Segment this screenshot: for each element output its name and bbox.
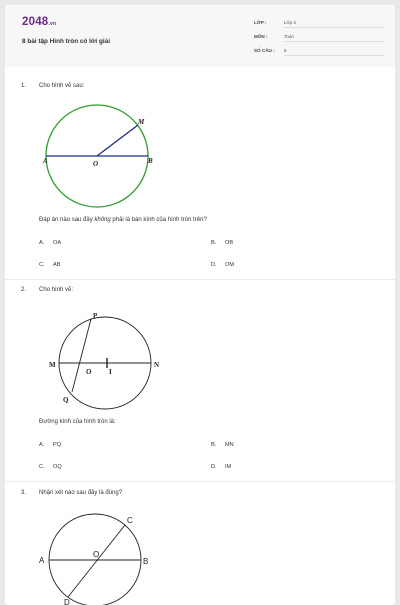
q2-label-n: N bbox=[154, 361, 160, 369]
question-divider bbox=[5, 481, 395, 482]
q1-label-b: B bbox=[148, 157, 153, 165]
option-text: IM bbox=[225, 464, 232, 470]
worksheet-title: 8 bài tập Hình tròn có lời giải bbox=[22, 38, 110, 45]
q2-label-o: O bbox=[86, 368, 92, 376]
option-text: AB bbox=[53, 262, 61, 268]
q3-label-o: O bbox=[93, 550, 100, 559]
q1-prompt-post: phải là bán kính của hình tròn trên? bbox=[110, 217, 207, 223]
option-text: OM bbox=[225, 262, 235, 268]
q2-option-d[interactable] bbox=[211, 464, 231, 470]
option-letter: D. bbox=[211, 464, 217, 470]
option-letter: C. bbox=[39, 464, 45, 470]
q3-chord-cd bbox=[68, 525, 125, 597]
q1-prompt-em: không bbox=[94, 217, 111, 223]
option-letter: A. bbox=[39, 240, 45, 246]
q2-option-a[interactable] bbox=[39, 442, 61, 448]
q3-label-b: B bbox=[143, 557, 149, 566]
worksheet-header bbox=[5, 5, 395, 67]
q2-figure bbox=[43, 305, 173, 410]
q3-label-a: A bbox=[39, 556, 45, 565]
option-letter: B. bbox=[211, 442, 217, 448]
q2-option-b[interactable] bbox=[211, 442, 234, 448]
q2-option-c[interactable] bbox=[39, 464, 62, 470]
q2-label-i: I bbox=[109, 368, 112, 376]
q2-chord-pq bbox=[72, 319, 91, 392]
q1-option-a[interactable] bbox=[39, 240, 61, 246]
q1-label-m: M bbox=[138, 118, 145, 126]
logo-main: 2048 bbox=[22, 16, 49, 28]
option-letter: D. bbox=[211, 262, 217, 268]
logo-tld: .vn bbox=[48, 21, 57, 27]
option-text: OB bbox=[225, 240, 234, 246]
option-letter: B. bbox=[211, 240, 217, 246]
meta-subject bbox=[254, 33, 384, 45]
q3-figure bbox=[33, 505, 163, 605]
q1-number: 1. bbox=[21, 83, 27, 89]
meta-grade bbox=[254, 19, 384, 31]
option-text: OA bbox=[53, 240, 62, 246]
q1-text: Cho hình vẽ sau: bbox=[39, 83, 85, 89]
meta-count bbox=[254, 47, 384, 59]
q1-radius-om bbox=[97, 125, 138, 156]
q3-label-d: D bbox=[64, 598, 70, 605]
worksheet bbox=[5, 5, 395, 605]
meta-grade-value: Lớp 3 bbox=[284, 20, 384, 28]
q2-prompt: Đường kính của hình tròn là: bbox=[39, 419, 116, 425]
meta-count-value: 8 bbox=[284, 48, 384, 56]
option-letter: C. bbox=[39, 262, 45, 268]
q3-circle bbox=[49, 514, 141, 605]
q1-figure bbox=[35, 101, 175, 211]
option-text: MN bbox=[225, 442, 234, 448]
q2-text: Cho hình vẽ: bbox=[39, 287, 74, 293]
q1-label-a: A bbox=[43, 157, 48, 165]
meta-subject-value: Toán bbox=[284, 34, 384, 42]
q3-label-c: C bbox=[127, 516, 133, 525]
meta-count-label: SỐ CÂU : bbox=[254, 48, 275, 53]
site-logo[interactable] bbox=[22, 16, 56, 28]
q2-label-q: Q bbox=[63, 396, 69, 404]
q2-label-p: P bbox=[93, 312, 98, 320]
question-divider bbox=[5, 279, 395, 280]
option-text: PQ bbox=[53, 442, 62, 448]
q2-label-m: M bbox=[49, 361, 56, 369]
q1-prompt bbox=[39, 217, 207, 223]
q2-number: 2. bbox=[21, 287, 27, 293]
q3-text: Nhận xét nào sau đây là đúng? bbox=[39, 490, 123, 496]
option-text: OQ bbox=[53, 464, 62, 470]
q1-option-d[interactable] bbox=[211, 262, 234, 268]
q1-option-c[interactable] bbox=[39, 262, 60, 268]
meta-grade-label: LỚP : bbox=[254, 20, 267, 25]
q1-label-o: O bbox=[93, 160, 99, 168]
q1-option-b[interactable] bbox=[211, 240, 233, 246]
option-letter: A. bbox=[39, 442, 45, 448]
q1-prompt-pre: Đáp án nào sau đây bbox=[39, 217, 95, 223]
q3-number: 3. bbox=[21, 490, 27, 496]
meta-subject-label: MÔN : bbox=[254, 34, 268, 39]
